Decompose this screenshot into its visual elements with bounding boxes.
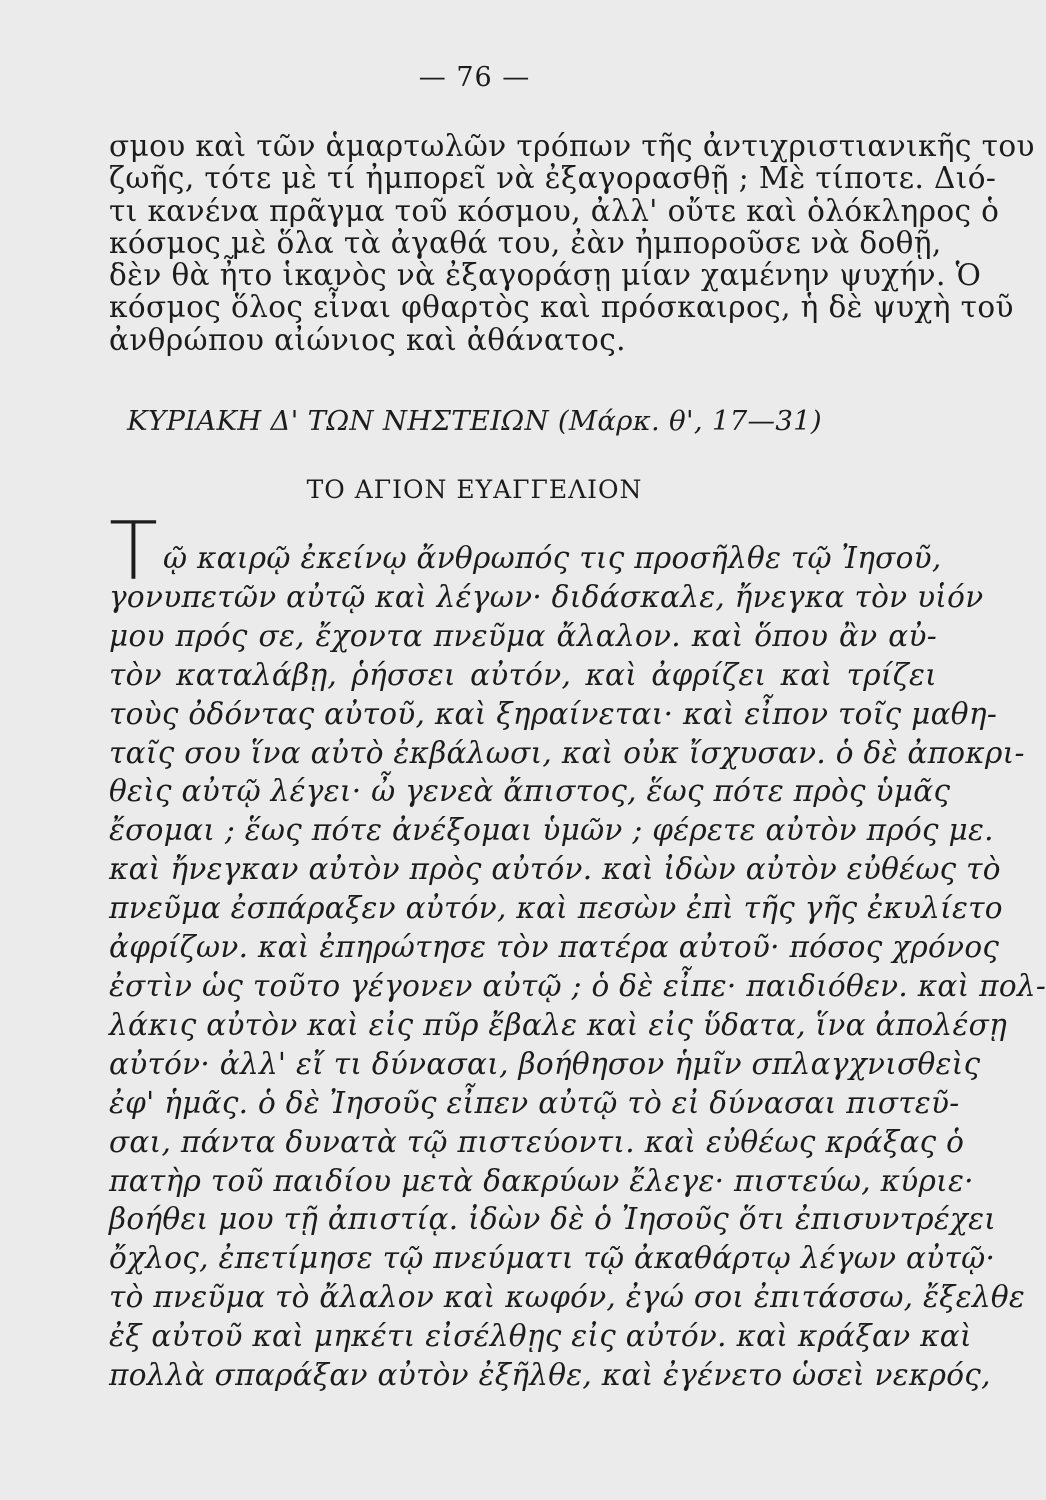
- text-line: σμου καὶ τῶν ἁμαρτωλῶν τρόπων τῆς ἀντιχριστιανικῆς του: [109, 129, 1035, 163]
- text-line: πολλὰ σπαράξαν αὐτὸν ἐξῆλθε, καὶ ἐγένετο ὡσεὶ νεκρός,: [109, 1358, 991, 1393]
- text-line: ταῖς σου ἵνα αὐτὸ ἐκβάλωσι, καὶ οὐκ ἴσχυσαν. ὁ δὲ ἀποκρι-: [109, 735, 1025, 770]
- text-line: θεὶς αὐτῷ λέγει· ὦ γενεὰ ἄπιστος, ἕως πότε πρὸς ὑμᾶς: [109, 774, 951, 809]
- text-line: ἔσομαι ; ἕως πότε ἀνέξομαι ὑμῶν ; φέρετε αὐτὸν πρός με.: [109, 813, 994, 848]
- text-line: κόσμος ὅλος εἶναι φθαρτὸς καὶ πρόσκαιρος, ἡ δὲ ψυχὴ τοῦ: [109, 290, 1014, 325]
- text-line: ῷ καιρῷ ἐκείνῳ ἄνθρωπός τις προσῆλθε τῷ Ἰησοῦ,: [163, 541, 942, 575]
- text-line: ἀνθρώπου αἰώνιος καὶ ἀθάνατος.: [109, 322, 626, 357]
- drop-cap: Τ: [109, 505, 158, 598]
- text-line: κόσμος μὲ ὅλα τὰ ἀγαθά του, ἐὰν ἠμποροῦσε νὰ δοθῇ,: [109, 225, 942, 260]
- text-line: πνεῦμα ἐσπάραξεν αὐτόν, καὶ πεσὼν ἐπὶ τῆς γῆς ἐκυλίετο: [109, 891, 1003, 926]
- text-line: λάκις αὐτὸν καὶ εἰς πῦρ ἔβαλε καὶ εἰς ὕδατα, ἵνα ἀπολέσῃ: [109, 1007, 1008, 1042]
- text-line: ἀφρίζων. καὶ ἐπηρώτησε τὸν πατέρα αὐτοῦ· πόσος χρόνος: [109, 930, 1000, 965]
- text-line: τὸν καταλάβῃ, ῥήσσει αὐτόν, καὶ ἀφρίζει καὶ τρίζει: [109, 657, 937, 692]
- text-line: ἐφ' ἡμᾶς. ὁ δὲ Ἰησοῦς εἶπεν αὐτῷ τὸ εἰ δύνασαι πιστεῦ-: [109, 1085, 960, 1120]
- text-line: αὐτόν· ἀλλ' εἴ τι δύνασαι, βοήθησον ἡμῖν σπλαγχνισθεὶς: [109, 1046, 981, 1081]
- page-number: — 76 —: [418, 62, 531, 93]
- text-line: βοήθει μου τῇ ἀπιστίᾳ. ἰδὼν δὲ ὁ Ἰησοῦς ὅτι ἐπισυντρέχει: [109, 1202, 997, 1237]
- text-line: σαι, πάντα δυνατὰ τῷ πιστεύοντι. καὶ εὐθέως κράξας ὁ: [109, 1124, 965, 1159]
- reading-heading: ΚΥΡΙΑΚΗ Δ' ΤΩΝ ΝΗΣΤΕΙΩΝ (Μάρκ. θ', 17—31): [127, 405, 822, 437]
- text-line: τι κανένα πρᾶγμα τοῦ κόσμου, ἀλλ' οὔτε καὶ ὁλόκληρος ὁ: [109, 193, 1000, 228]
- text-line: καὶ ἤνεγκαν αὐτὸν πρὸς αὐτόν. καὶ ἰδὼν αὐτὸν εὐθέως τὸ: [109, 852, 1001, 887]
- text-line: δὲν θὰ ἦτο ἱκανὸς νὰ ἐξαγοράσῃ μίαν χαμένην ψυχήν. Ὁ: [109, 258, 982, 293]
- text-line: πατὴρ τοῦ παιδίου μετὰ δακρύων ἔλεγε· πιστεύω, κύριε·: [109, 1163, 974, 1198]
- text-line: ἐξ αὐτοῦ καὶ μηκέτι εἰσέλθῃς εἰς αὐτόν. καὶ κράξαν καὶ: [109, 1319, 972, 1354]
- text-line: τὸ πνεῦμα τὸ ἄλαλον καὶ κωφόν, ἐγώ σοι ἐπιτάσσω, ἔξελθε: [109, 1280, 1026, 1315]
- text-line: ζωῆς, τότε μὲ τί ἠμπορεῖ νὰ ἐξαγορασθῇ ; Μὲ τίποτε. Διό-: [109, 161, 997, 196]
- text-line: γονυπετῶν αὐτῷ καὶ λέγων· διδάσκαλε, ἤνεγκα τὸν υἱόν: [109, 579, 984, 614]
- gospel-title: ΤΟ ΑΓΙΟΝ ΕΥΑΓΓΕΛΙΟΝ: [306, 475, 643, 504]
- text-line: ἐστὶν ὡς τοῦτο γέγονεν αὐτῷ ; ὁ δὲ εἶπε· παιδιόθεν. καὶ πολ-: [109, 968, 1046, 1003]
- text-line: ὄχλος, ἐπετίμησε τῷ πνεύματι τῷ ἀκαθάρτῳ λέγων αὐτῷ·: [109, 1241, 996, 1276]
- text-line: τοὺς ὀδόντας αὐτοῦ, καὶ ξηραίνεται· καὶ εἶπον τοῖς μαθη-: [109, 696, 998, 731]
- gospel-paragraph: [109, 539, 1046, 1395]
- intro-paragraph: [109, 129, 1035, 357]
- text-line: μου πρός σε, ἔχοντα πνεῦμα ἄλαλον. καὶ ὅπου ἂν αὐ-: [109, 618, 937, 653]
